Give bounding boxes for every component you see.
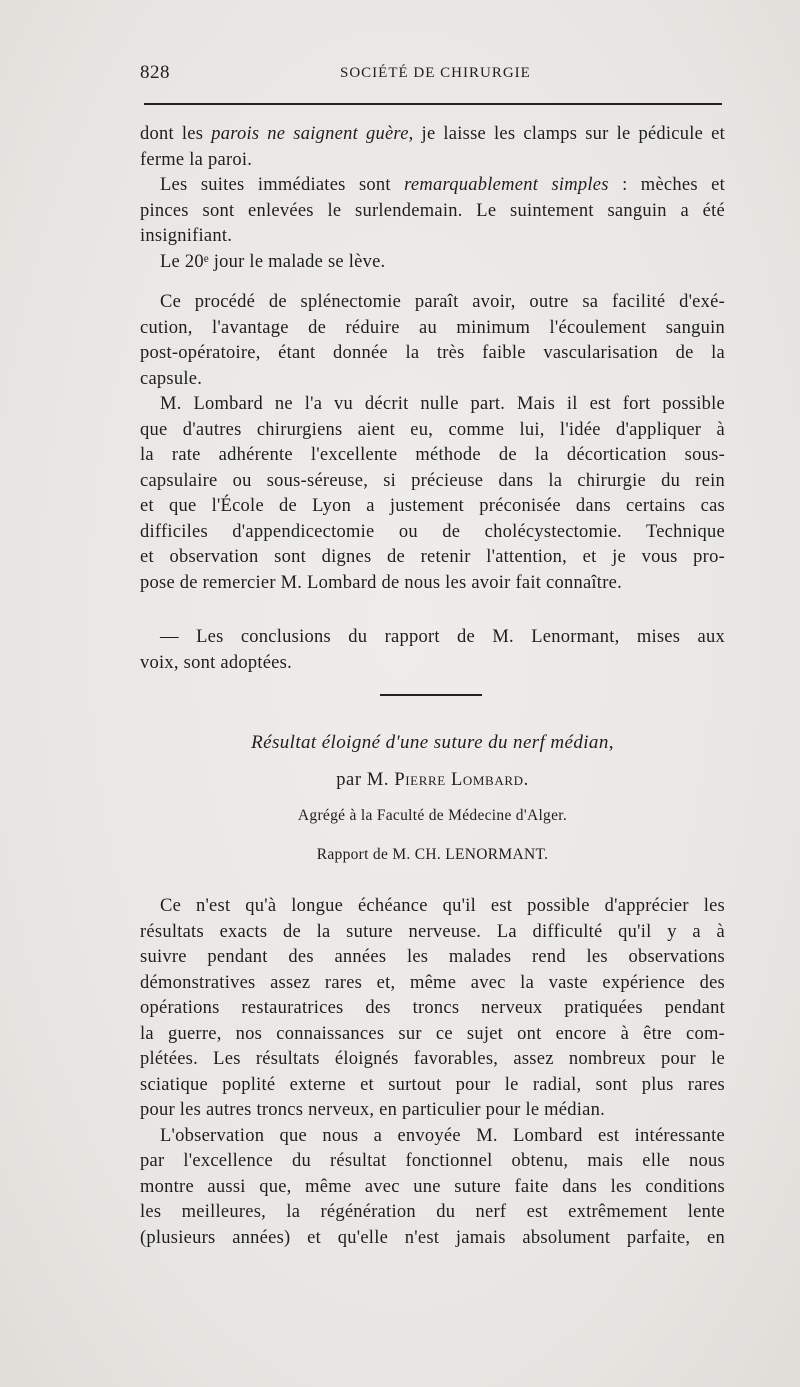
text-line bbox=[140, 920, 725, 946]
text-line bbox=[140, 418, 725, 444]
article-title: Résultat éloigné d'une suture du nerf médian, bbox=[251, 732, 614, 753]
text-run: la guerre, nos connaissances sur ce sujet ont encore à être com- bbox=[140, 1023, 725, 1044]
page-header bbox=[140, 62, 725, 88]
text-line bbox=[140, 571, 725, 597]
text-line bbox=[140, 945, 725, 971]
text-run: pour les autres troncs nerveux, en particulier pour le médian. bbox=[140, 1100, 605, 1120]
text-line bbox=[140, 1022, 725, 1048]
text-block bbox=[140, 122, 725, 275]
text-run: montre aussi que, même avec une suture faite dans les conditions bbox=[140, 1176, 725, 1197]
text-run: Ce procédé de splénectomie paraît avoir, outre sa facilité d'exé- bbox=[160, 292, 725, 312]
text-line bbox=[140, 250, 725, 276]
author-affiliation: Agrégé à la Faculté de Médecine d'Alger. bbox=[297, 807, 568, 824]
text-run: opérations restauratrices des troncs nerveux pratiquées pendant bbox=[140, 998, 725, 1018]
text-run: ferme la paroi. bbox=[140, 149, 253, 170]
text-run: et observation sont dignes de retenir l'attention, et je vous pro- bbox=[140, 547, 725, 567]
text-line bbox=[140, 996, 725, 1022]
text-run: M. Lombard ne l'a vu décrit nulle part. Mais il est fort possible bbox=[160, 394, 725, 414]
text-line bbox=[140, 199, 725, 225]
text-line bbox=[140, 894, 725, 920]
text-run: post-opératoire, étant donnée la très faible vascularisation de la bbox=[140, 343, 725, 363]
text-run: pose de remercier M. Lombard de nous les avoir fait connaître. bbox=[140, 572, 622, 593]
text-run: Les suites immédiates sont bbox=[160, 175, 405, 195]
text-run: et que l'École de Lyon a justement préconisée dans certains cas bbox=[140, 496, 725, 516]
text-run: suivre pendant des années les malades rend les observations bbox=[140, 947, 725, 967]
text-block bbox=[140, 290, 725, 596]
text-run: capsule. bbox=[140, 368, 203, 389]
text-run: — Les conclusions du rapport de M. Lenormant, mises aux bbox=[160, 627, 725, 647]
text-run: (plusieurs années) et qu'elle n'est jamais absolument parfaite, en bbox=[140, 1227, 725, 1248]
text-line bbox=[140, 367, 725, 393]
text-line bbox=[140, 1149, 725, 1175]
running-title: SOCIÉTÉ DE CHIRURGIE bbox=[340, 65, 531, 81]
text-line bbox=[140, 545, 725, 571]
text-run: : mèches et bbox=[608, 175, 725, 195]
text-line bbox=[140, 651, 725, 677]
text-run: , je laisse les clamps sur le pédicule et bbox=[408, 124, 725, 144]
text-run: démonstratives assez rares et, même avec la vaste expérience des bbox=[140, 972, 725, 993]
text-run: les meilleures, la régénération du nerf est extrêmement lente bbox=[140, 1202, 725, 1222]
text-line bbox=[140, 392, 725, 418]
text-run: pinces sont enlevées le surlendemain. Le suintement sanguin a été bbox=[140, 200, 725, 221]
text-line bbox=[140, 1098, 725, 1124]
text-run: dont les bbox=[140, 124, 212, 144]
text-run: Le 20ᵉ jour le malade se lève. bbox=[160, 251, 386, 272]
text-run: sciatique poplité externe et surtout pour le radial, sont plus rares bbox=[140, 1074, 725, 1095]
text-line bbox=[140, 443, 725, 469]
text-line bbox=[140, 1073, 725, 1099]
text-run: voix, sont adoptées. bbox=[140, 652, 292, 673]
text-run: par l'excellence du résultat fonctionnel obtenu, mais elle nous bbox=[140, 1151, 725, 1171]
text-run: résultats exacts de la suture nerveuse. La difficulté qu'il y a à bbox=[140, 921, 725, 942]
text-run: difficiles d'appendicectomie ou de cholécystectomie. Technique bbox=[140, 521, 725, 542]
text-line bbox=[140, 494, 725, 520]
text-line bbox=[140, 971, 725, 997]
page-number: 828 bbox=[140, 62, 170, 83]
text-line bbox=[140, 316, 725, 342]
text-line bbox=[140, 148, 725, 174]
text-run: capsulaire ou sous-séreuse, si précieuse dans la chirurgie du rein bbox=[140, 470, 725, 491]
section-divider bbox=[380, 694, 482, 696]
text-line bbox=[140, 1124, 725, 1150]
text-run: Ce n'est qu'à longue échéance qu'il est possible d'apprécier les bbox=[160, 896, 725, 916]
text-line bbox=[140, 173, 725, 199]
text-run: L'observation que nous a envoyée M. Lombard est intéressante bbox=[160, 1125, 725, 1146]
author-name: Pierre Lombard. bbox=[394, 770, 529, 790]
text-run: plétées. Les résultats éloignés favorables, assez nombreux pour le bbox=[140, 1049, 725, 1069]
text-line bbox=[140, 290, 725, 316]
text-line bbox=[140, 1226, 725, 1252]
italic-text: remarquablement simples bbox=[404, 175, 609, 195]
header-rule bbox=[144, 103, 722, 105]
text-run: que d'autres chirurgiens aient eu, comme lui, l'idée d'appliquer à bbox=[140, 419, 725, 440]
text-run: insignifiant. bbox=[140, 226, 233, 246]
text-run: cution, l'avantage de réduire au minimum l'écoulement sanguin bbox=[140, 317, 725, 338]
text-block bbox=[140, 625, 725, 676]
text-line bbox=[140, 1175, 725, 1201]
text-line bbox=[140, 1047, 725, 1073]
text-line bbox=[140, 122, 725, 148]
author-prefix: par M. bbox=[336, 770, 395, 790]
article-author bbox=[140, 770, 725, 791]
text-line bbox=[140, 469, 725, 495]
text-line bbox=[140, 224, 725, 250]
article-body bbox=[140, 894, 725, 1251]
text-run: la rate adhérente l'excellente méthode de la décortication sous- bbox=[140, 445, 725, 465]
italic-text: parois ne saignent guère bbox=[211, 124, 409, 144]
text-line bbox=[140, 520, 725, 546]
text-line bbox=[140, 625, 725, 651]
report-byline: Rapport de M. CH. LENORMANT. bbox=[316, 846, 549, 863]
text-line bbox=[140, 341, 725, 367]
text-line bbox=[140, 1200, 725, 1226]
